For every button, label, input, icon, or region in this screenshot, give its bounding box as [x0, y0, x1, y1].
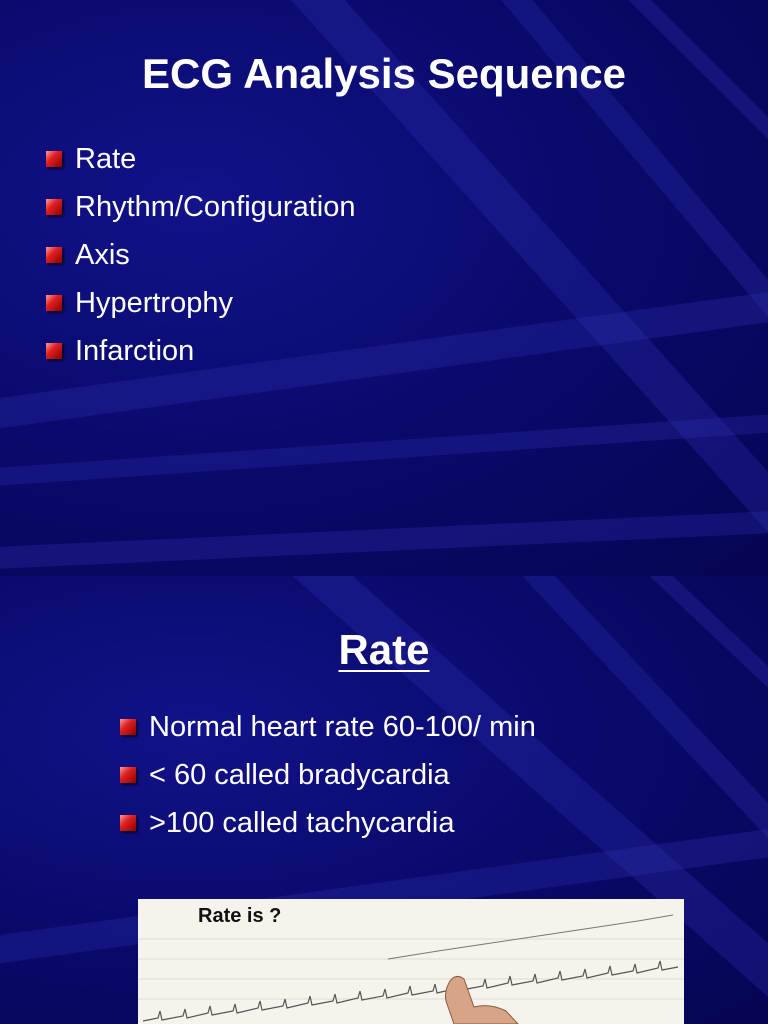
slide-title: ECG Analysis Sequence — [142, 50, 626, 97]
list-item-text: >100 called tachycardia — [149, 807, 455, 839]
square-bullet-icon — [46, 151, 62, 167]
list-item-text: Hypertrophy — [75, 287, 233, 319]
square-bullet-icon — [46, 343, 62, 359]
square-bullet-icon — [46, 199, 62, 215]
square-bullet-icon — [120, 815, 136, 831]
slide-title-text: Rate — [338, 626, 430, 673]
slide-rate — [0, 576, 768, 1024]
list-item — [120, 802, 560, 844]
list-item-text: Normal heart rate 60-100/ min — [149, 711, 536, 743]
list-item — [120, 754, 560, 796]
square-bullet-icon — [46, 247, 62, 263]
list-item — [46, 189, 355, 225]
list-item-text: Infarction — [75, 335, 195, 367]
list-item — [46, 237, 355, 273]
list-item — [46, 285, 355, 321]
square-bullet-icon — [120, 719, 136, 735]
list-item-text: Rhythm/Configuration — [75, 191, 356, 223]
bullet-list — [120, 706, 560, 850]
list-item — [120, 706, 560, 748]
slide-title — [0, 626, 768, 674]
list-item-text: Axis — [75, 239, 130, 271]
bullet-list — [46, 141, 355, 381]
square-bullet-icon — [120, 767, 136, 783]
ecg-strip-image — [138, 899, 684, 1024]
list-item — [46, 333, 355, 369]
list-item-text: < 60 called bradycardia — [149, 759, 450, 791]
ecg-trace-icon — [138, 899, 684, 1024]
list-item-text: Rate — [75, 143, 137, 175]
ecg-image-label: Rate is ? — [198, 905, 282, 927]
square-bullet-icon — [46, 295, 62, 311]
list-item — [46, 141, 355, 177]
